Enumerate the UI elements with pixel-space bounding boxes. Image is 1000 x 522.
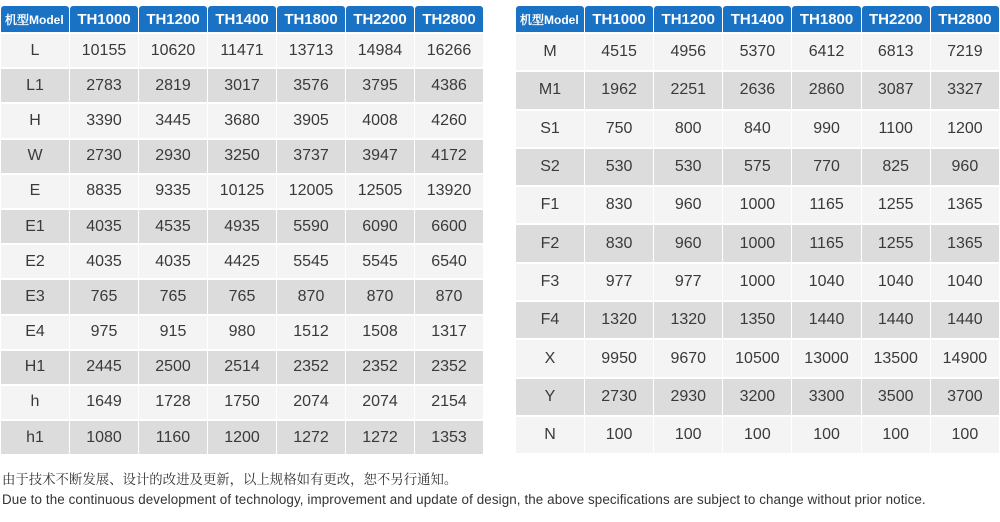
table-body [516, 34, 999, 453]
table-row [516, 379, 999, 415]
value-cell: 3327 [931, 72, 999, 108]
value-cell: 1649 [70, 386, 138, 419]
footer-note-chinese: 由于技术不断发展、设计的改进及更新，以上规格如有更改，恕不另行通知。 [2, 472, 458, 487]
value-cell: 1040 [862, 264, 930, 300]
value-cell: 13000 [792, 340, 860, 376]
column-header-th1200: TH1200 [139, 6, 207, 32]
value-cell: 530 [654, 149, 722, 185]
value-cell: 4035 [139, 245, 207, 278]
value-cell: 3576 [277, 69, 345, 102]
row-label-cell: H [1, 104, 69, 137]
row-label-cell: S2 [516, 149, 584, 185]
value-cell: 100 [862, 417, 930, 453]
row-label-cell: F4 [516, 302, 584, 338]
value-cell: 530 [585, 149, 653, 185]
value-cell: 6540 [415, 245, 483, 278]
table-row [516, 264, 999, 300]
value-cell: 2514 [208, 351, 276, 384]
value-cell: 765 [70, 280, 138, 313]
value-cell: 6412 [792, 34, 860, 70]
table-row [1, 316, 483, 349]
value-cell: 825 [862, 149, 930, 185]
value-cell: 2445 [70, 351, 138, 384]
value-cell: 765 [208, 280, 276, 313]
spec-table-left [0, 4, 484, 456]
value-cell: 4956 [654, 34, 722, 70]
value-cell: 4172 [415, 140, 483, 173]
value-cell: 4008 [346, 104, 414, 137]
row-label-cell: h1 [1, 421, 69, 454]
table-row [516, 149, 999, 185]
row-label-cell: S1 [516, 111, 584, 147]
value-cell: 2860 [792, 72, 860, 108]
value-cell: 3680 [208, 104, 276, 137]
column-header-th1000: TH1000 [585, 6, 653, 32]
value-cell: 800 [654, 111, 722, 147]
value-cell: 7219 [931, 34, 999, 70]
value-cell: 1272 [346, 421, 414, 454]
value-cell: 1040 [792, 264, 860, 300]
value-cell: 16266 [415, 34, 483, 67]
table-row [1, 34, 483, 67]
value-cell: 870 [346, 280, 414, 313]
value-cell: 5590 [277, 210, 345, 243]
value-cell: 4035 [70, 210, 138, 243]
value-cell: 1165 [792, 187, 860, 223]
value-cell: 1350 [723, 302, 791, 338]
value-cell: 3500 [862, 379, 930, 415]
value-cell: 1508 [346, 316, 414, 349]
value-cell: 1320 [585, 302, 653, 338]
value-cell: 2500 [139, 351, 207, 384]
value-cell: 13920 [415, 175, 483, 208]
value-cell: 1200 [208, 421, 276, 454]
column-header-th2800: TH2800 [415, 6, 483, 32]
value-cell: 1080 [70, 421, 138, 454]
value-cell: 1255 [862, 225, 930, 261]
table-row [1, 280, 483, 313]
value-cell: 4425 [208, 245, 276, 278]
table-row [516, 72, 999, 108]
value-cell: 11471 [208, 34, 276, 67]
value-cell: 2352 [415, 351, 483, 384]
table-row [516, 34, 999, 70]
value-cell: 1165 [792, 225, 860, 261]
value-cell: 12505 [346, 175, 414, 208]
row-label-cell: L [1, 34, 69, 67]
table-header-row [1, 6, 483, 32]
value-cell: 960 [654, 225, 722, 261]
value-cell: 2636 [723, 72, 791, 108]
value-cell: 2930 [139, 140, 207, 173]
value-cell: 100 [654, 417, 722, 453]
footer-note [2, 470, 926, 510]
value-cell: 10125 [208, 175, 276, 208]
value-cell: 1200 [931, 111, 999, 147]
row-label-cell: F3 [516, 264, 584, 300]
value-cell: 3795 [346, 69, 414, 102]
row-label-cell: F2 [516, 225, 584, 261]
value-cell: 2730 [585, 379, 653, 415]
row-label-cell: E1 [1, 210, 69, 243]
value-cell: 14900 [931, 340, 999, 376]
value-cell: 830 [585, 225, 653, 261]
value-cell: 840 [723, 111, 791, 147]
table-body [1, 34, 483, 454]
column-header-th2200: TH2200 [862, 6, 930, 32]
value-cell: 2730 [70, 140, 138, 173]
value-cell: 3017 [208, 69, 276, 102]
value-cell: 1160 [139, 421, 207, 454]
table-row [1, 210, 483, 243]
value-cell: 1962 [585, 72, 653, 108]
value-cell: 3390 [70, 104, 138, 137]
value-cell: 1365 [931, 225, 999, 261]
value-cell: 3300 [792, 379, 860, 415]
value-cell: 5545 [277, 245, 345, 278]
column-header-th1400: TH1400 [208, 6, 276, 32]
value-cell: 1040 [931, 264, 999, 300]
row-label-cell: M1 [516, 72, 584, 108]
row-label-cell: N [516, 417, 584, 453]
row-label-cell: X [516, 340, 584, 376]
value-cell: 5370 [723, 34, 791, 70]
value-cell: 980 [208, 316, 276, 349]
value-cell: 6813 [862, 34, 930, 70]
value-cell: 2352 [277, 351, 345, 384]
value-cell: 975 [70, 316, 138, 349]
value-cell: 915 [139, 316, 207, 349]
value-cell: 960 [931, 149, 999, 185]
value-cell: 4935 [208, 210, 276, 243]
table-row [1, 245, 483, 278]
value-cell: 3200 [723, 379, 791, 415]
value-cell: 3737 [277, 140, 345, 173]
value-cell: 1728 [139, 386, 207, 419]
value-cell: 3905 [277, 104, 345, 137]
table-row [516, 417, 999, 453]
row-label-cell: F1 [516, 187, 584, 223]
table-row [1, 175, 483, 208]
row-label-cell: W [1, 140, 69, 173]
value-cell: 13713 [277, 34, 345, 67]
value-cell: 3700 [931, 379, 999, 415]
value-cell: 4386 [415, 69, 483, 102]
value-cell: 870 [277, 280, 345, 313]
value-cell: 2783 [70, 69, 138, 102]
value-cell: 4515 [585, 34, 653, 70]
row-label-cell: E2 [1, 245, 69, 278]
value-cell: 6600 [415, 210, 483, 243]
value-cell: 2819 [139, 69, 207, 102]
value-cell: 1440 [792, 302, 860, 338]
value-cell: 3250 [208, 140, 276, 173]
table-row [516, 302, 999, 338]
row-label-cell: E3 [1, 280, 69, 313]
table-row [516, 225, 999, 261]
footer-note-english: Due to the continuous development of technology, improvement and update of design, the above specifications are subject to change without prior notice. [2, 492, 926, 507]
table-row [516, 187, 999, 223]
value-cell: 100 [792, 417, 860, 453]
value-cell: 830 [585, 187, 653, 223]
value-cell: 100 [723, 417, 791, 453]
value-cell: 10620 [139, 34, 207, 67]
table-row [1, 104, 483, 137]
value-cell: 6090 [346, 210, 414, 243]
value-cell: 3087 [862, 72, 930, 108]
column-header-th2200: TH2200 [346, 6, 414, 32]
value-cell: 9950 [585, 340, 653, 376]
value-cell: 1272 [277, 421, 345, 454]
column-header-th1000: TH1000 [70, 6, 138, 32]
value-cell: 2154 [415, 386, 483, 419]
value-cell: 1100 [862, 111, 930, 147]
value-cell: 100 [931, 417, 999, 453]
value-cell: 1440 [862, 302, 930, 338]
column-header-th1200: TH1200 [654, 6, 722, 32]
value-cell: 13500 [862, 340, 930, 376]
value-cell: 960 [654, 187, 722, 223]
value-cell: 2352 [346, 351, 414, 384]
value-cell: 2930 [654, 379, 722, 415]
column-header-th1800: TH1800 [277, 6, 345, 32]
value-cell: 1000 [723, 187, 791, 223]
value-cell: 9335 [139, 175, 207, 208]
value-cell: 1353 [415, 421, 483, 454]
value-cell: 1000 [723, 225, 791, 261]
value-cell: 990 [792, 111, 860, 147]
table-row [516, 111, 999, 147]
table-row [516, 340, 999, 376]
table-row [1, 351, 483, 384]
value-cell: 2074 [277, 386, 345, 419]
column-header-th1400: TH1400 [723, 6, 791, 32]
table-header-row [516, 6, 999, 32]
value-cell: 1750 [208, 386, 276, 419]
row-label-cell: h [1, 386, 69, 419]
value-cell: 750 [585, 111, 653, 147]
value-cell: 4035 [70, 245, 138, 278]
row-label-cell: E [1, 175, 69, 208]
value-cell: 9670 [654, 340, 722, 376]
row-label-cell: M [516, 34, 584, 70]
value-cell: 575 [723, 149, 791, 185]
spec-table-right [515, 4, 1000, 455]
value-cell: 765 [139, 280, 207, 313]
column-header-th2800: TH2800 [931, 6, 999, 32]
value-cell: 12005 [277, 175, 345, 208]
row-label-cell: H1 [1, 351, 69, 384]
value-cell: 1365 [931, 187, 999, 223]
value-cell: 14984 [346, 34, 414, 67]
value-cell: 100 [585, 417, 653, 453]
value-cell: 2074 [346, 386, 414, 419]
value-cell: 1512 [277, 316, 345, 349]
value-cell: 5545 [346, 245, 414, 278]
table-row [1, 386, 483, 419]
value-cell: 1000 [723, 264, 791, 300]
value-cell: 1317 [415, 316, 483, 349]
row-label-cell: L1 [1, 69, 69, 102]
column-header-model: 机型Model [516, 6, 584, 32]
value-cell: 1255 [862, 187, 930, 223]
row-label-cell: E4 [1, 316, 69, 349]
value-cell: 977 [585, 264, 653, 300]
table-row [1, 140, 483, 173]
value-cell: 10500 [723, 340, 791, 376]
column-header-th1800: TH1800 [792, 6, 860, 32]
value-cell: 4260 [415, 104, 483, 137]
value-cell: 770 [792, 149, 860, 185]
table-row [1, 421, 483, 454]
row-label-cell: Y [516, 379, 584, 415]
value-cell: 870 [415, 280, 483, 313]
value-cell: 4535 [139, 210, 207, 243]
table-row [1, 69, 483, 102]
value-cell: 3445 [139, 104, 207, 137]
column-header-model: 机型Model [1, 6, 69, 32]
value-cell: 3947 [346, 140, 414, 173]
value-cell: 10155 [70, 34, 138, 67]
value-cell: 977 [654, 264, 722, 300]
value-cell: 1440 [931, 302, 999, 338]
value-cell: 1320 [654, 302, 722, 338]
value-cell: 2251 [654, 72, 722, 108]
value-cell: 8835 [70, 175, 138, 208]
